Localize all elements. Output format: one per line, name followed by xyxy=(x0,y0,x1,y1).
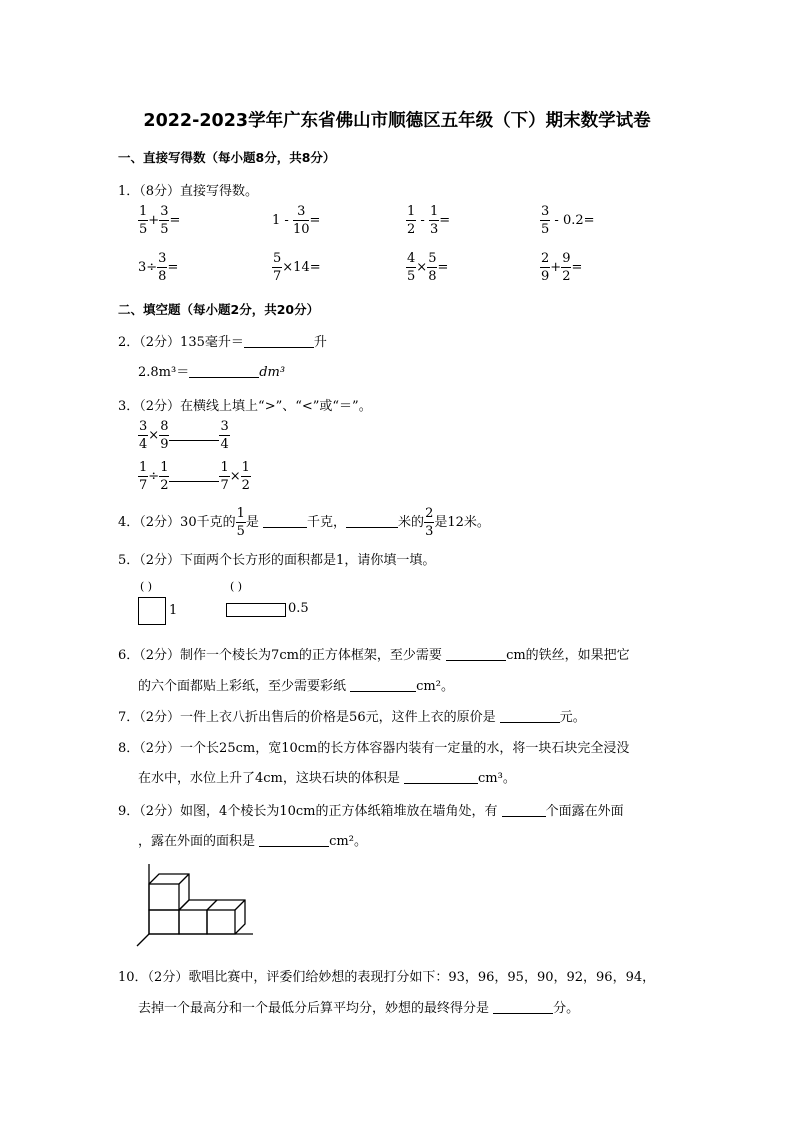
page-title: 2022-2023学年广东省佛山市顺德区五年级（下）期末数学试卷 xyxy=(143,111,651,131)
q3-compare-2: $\frac{1}{7}$ ÷ $\frac{1}{2}$ $\frac{1}{7}$ × $\frac{1}{2}$ xyxy=(139,460,250,493)
answer-blank[interactable] xyxy=(500,708,560,723)
answer-blank[interactable] xyxy=(350,677,416,692)
answer-blank[interactable] xyxy=(493,999,553,1014)
long-rectangle xyxy=(226,603,286,617)
cube-stack-figure xyxy=(135,862,255,952)
q1-expr-3: $\frac{1}{2}$ - $\frac{1}{3}$ = xyxy=(407,204,451,237)
answer-blank[interactable] xyxy=(244,333,314,348)
q1-expr-6: $\frac{5}{7}$ ×14= xyxy=(273,251,321,284)
square-rectangle xyxy=(138,597,166,625)
question-9-line-1: 9．（2分）如图，4个棱长为10cm的正方体纸箱堆放在墙角处，有 个面露在外面 xyxy=(118,804,624,819)
question-7: 7．（2分）一件上衣八折出售后的价格是56元，这件上衣的原价是 元。 xyxy=(118,710,586,725)
section-heading-1: 一、直接写得数（每小题8分，共8分） xyxy=(118,150,336,165)
question-10-line-2: 去掉一个最高分和一个最低分后算平均分，妙想的最终得分是 分。 xyxy=(138,1001,580,1016)
q1-expr-1: $\frac{1}{5}$ + $\frac{3}{5}$ = xyxy=(139,204,181,237)
q1-expr-2: 1 - $\frac{3}{10}$ = xyxy=(272,204,321,237)
answer-blank[interactable] xyxy=(263,513,307,528)
answer-blank[interactable] xyxy=(189,363,259,378)
answer-blank[interactable] xyxy=(502,802,546,817)
question-3-head: 3．（2分）在横线上填上“>”、“<”或“＝”。 xyxy=(118,399,372,414)
q5-side-label-1: 1 xyxy=(169,603,178,618)
q1-expr-8: $\frac{2}{9}$ + $\frac{9}{2}$ = xyxy=(541,251,583,284)
q3-compare-1: $\frac{3}{4}$ × $\frac{8}{9}$ $\frac{3}{4}$ xyxy=(139,419,229,452)
answer-blank[interactable] xyxy=(404,769,478,784)
question-2: 2．（2分）135毫升＝ 升 xyxy=(118,335,327,350)
question-5-head: 5．（2分）下面两个长方形的面积都是1，请你填一填。 xyxy=(118,553,436,568)
question-6-line-2: 的六个面都贴上彩纸，至少需要彩纸 cm²。 xyxy=(138,679,454,694)
section-heading-2: 二、填空题（每小题2分，共20分） xyxy=(118,302,320,317)
q5-paren-1: ( ) xyxy=(140,580,153,593)
answer-blank[interactable] xyxy=(169,426,219,441)
q1-expr-5: 3÷ $\frac{3}{8}$ = xyxy=(138,251,179,284)
question-2-part-2: 2.8m³＝ dm³ xyxy=(138,365,286,380)
q1-expr-4: $\frac{3}{5}$ - 0.2= xyxy=(541,204,595,237)
answer-blank[interactable] xyxy=(446,646,506,661)
question-8-line-2: 在水中，水位上升了4cm，这块石块的体积是 cm³。 xyxy=(138,771,516,786)
q1-expr-7: $\frac{4}{5}$ × $\frac{5}{8}$ = xyxy=(407,251,449,284)
answer-blank[interactable] xyxy=(346,513,398,528)
question-9-line-2: ，露在外面的面积是 cm²。 xyxy=(138,834,367,849)
q5-side-label-2: 0.5 xyxy=(288,601,309,616)
question-6-line-1: 6．（2分）制作一个棱长为7cm的正方体框架，至少需要 cm的铁丝，如果把它 xyxy=(118,648,630,663)
question-4: 4．（2分）30千克的 $\frac{1}{5}$ 是 千克， 米的 $\frac{2}{3}$ 是12米。 xyxy=(118,506,490,539)
answer-blank[interactable] xyxy=(259,832,329,847)
question-8-line-1: 8．（2分）一个长25cm，宽10cm的长方体容器内装有一定量的水，将一块石块完全浸没 xyxy=(118,741,630,756)
question-1-head: 1．（8分）直接写得数。 xyxy=(118,184,259,199)
question-10-line-1: 10．（2分）歌唱比赛中，评委们给妙想的表现打分如下：93，96，95，90，92，96，94， xyxy=(118,970,656,985)
q5-paren-2: ( ) xyxy=(230,580,243,593)
answer-blank[interactable] xyxy=(169,467,219,482)
